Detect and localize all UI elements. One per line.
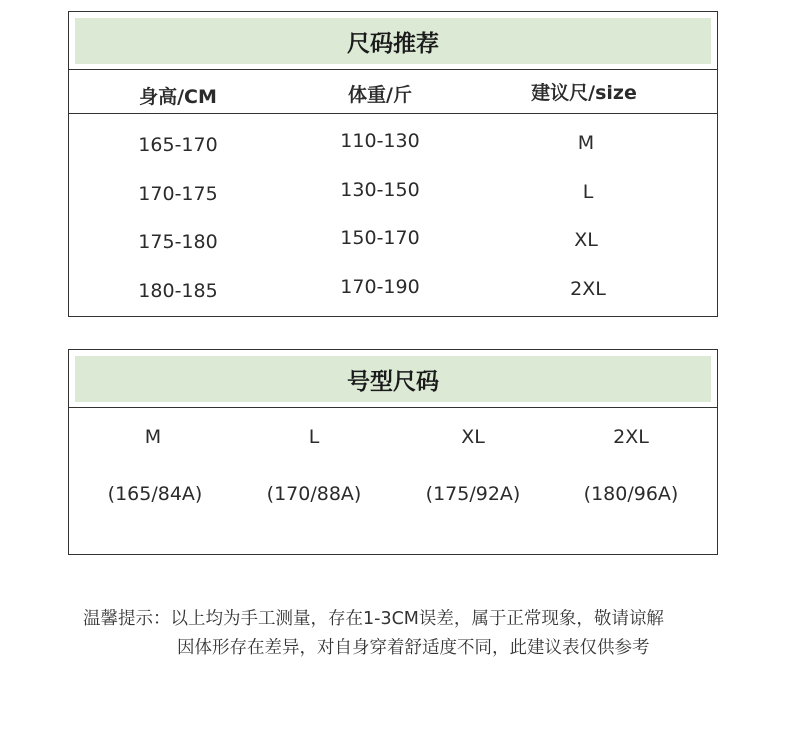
row-size: 2XL [570,278,606,300]
row-height: 175-180 [138,231,218,253]
measurement-note-line1: 温馨提示：以上均为手工测量，存在1-3CM误差，属于正常现象，敬请谅解 [83,609,664,629]
row-weight: 130-150 [340,179,420,201]
header-weight: 体重/斤 [348,84,412,106]
model-size-table [68,349,718,555]
model-size-code: (165/84A) [107,483,203,505]
model-size-title: 号型尺码 [75,356,711,402]
model-size-code: (180/96A) [583,483,679,505]
row-size: L [582,181,594,203]
model-size-label: L [308,426,320,448]
measurement-note-line2: 因体形存在差异，对自身穿着舒适度不同，此建议表仅供参考 [177,638,650,658]
size-recommend-title: 尺码推荐 [75,18,711,64]
row-weight: 170-190 [340,276,420,298]
model-size-label: 2XL [613,426,649,448]
header-divider [69,113,717,114]
model-size-label: M [144,426,162,448]
row-height: 180-185 [138,280,218,302]
title-divider [69,69,717,70]
model-size-label: XL [461,426,485,448]
row-height: 165-170 [138,134,218,156]
row-weight: 150-170 [340,227,420,249]
title-divider [69,407,717,408]
model-size-code: (175/92A) [425,483,521,505]
header-height: 身高/CM [139,86,217,108]
row-size: XL [574,229,598,251]
size-recommend-table [68,11,718,317]
model-size-code: (170/88A) [266,483,362,505]
row-weight: 110-130 [340,130,420,152]
row-height: 170-175 [138,183,218,205]
header-size: 建议尺/size [531,82,637,104]
row-size: M [577,132,595,154]
